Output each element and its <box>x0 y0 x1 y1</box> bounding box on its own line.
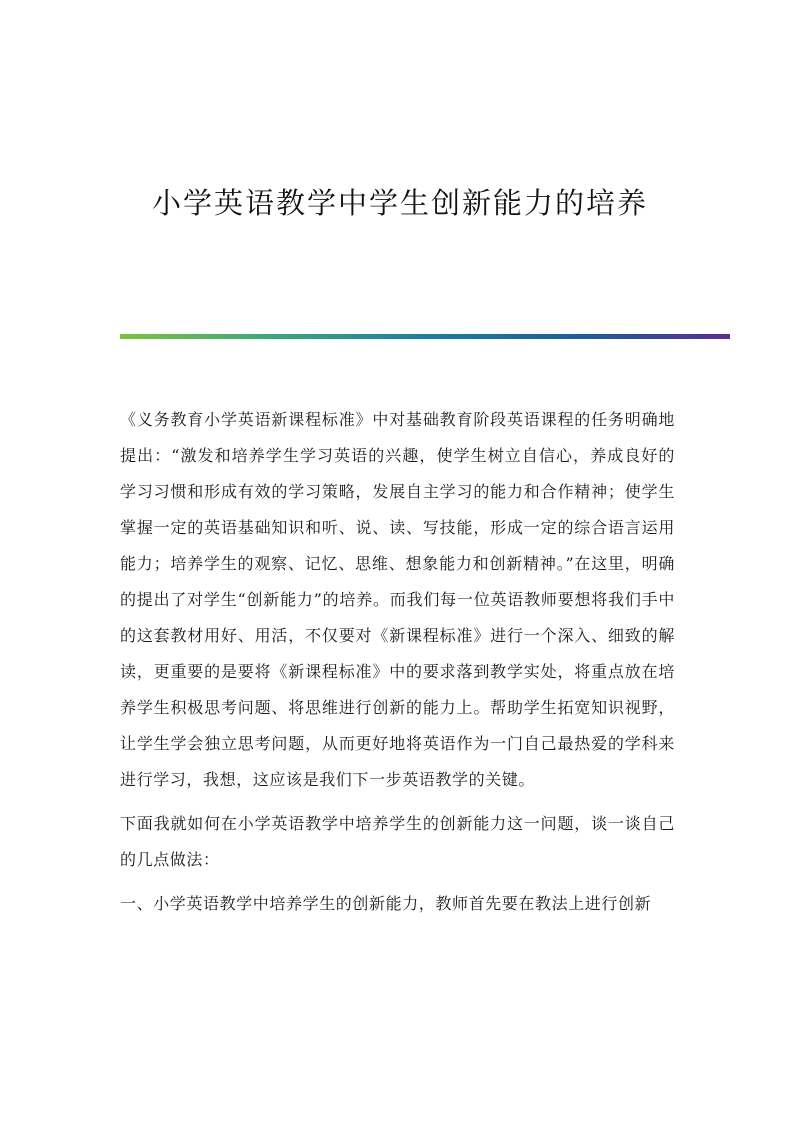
title-divider <box>120 334 730 339</box>
document-title: 小学英语教学中学生创新能力的培养 <box>151 186 648 220</box>
paragraph-1: 《义务教育小学英语新课程标准》中对基础教育阶段英语课程的任务明确地提出：“激发和培养学生学习英语的兴趣，使学生树立自信心，养成良好的学习习惯和形成有效的学习策略，发展自主学习的能力和合作精神；使学生掌握一定的英语基础知识和听、说、读、写技能，形成一定的综合语言运用能力；培养学生的观察、记忆、思维、想象能力和创新精神。”在这里，明确的提出了对学生“创新能力”的培养。而我们每一位英语教师要想将我们手中的这套教材用好、用活，不仅要对《新课程标准》进行一个深入、细致的解读，更重要的是要将《新课程标准》中的要求落到教学实处，将重点放在培养学生积极思考问题、将思维进行创新的能力上。帮助学生拓宽知识视野，让学生学会独立思考问题，从而更好地将英语作为一门自己最热爱的学科来进行学习，我想，这应该是我们下一步英语教学的关键。 <box>120 410 675 789</box>
document-body <box>120 402 675 922</box>
paragraph-2: 下面我就如何在小学英语教学中培养学生的创新能力这一问题，谈一谈自己的几点做法： <box>120 814 675 869</box>
section-heading-1: 一、小学英语教学中培养学生的创新能力，教师首先要在教法上进行创新 <box>120 894 652 913</box>
